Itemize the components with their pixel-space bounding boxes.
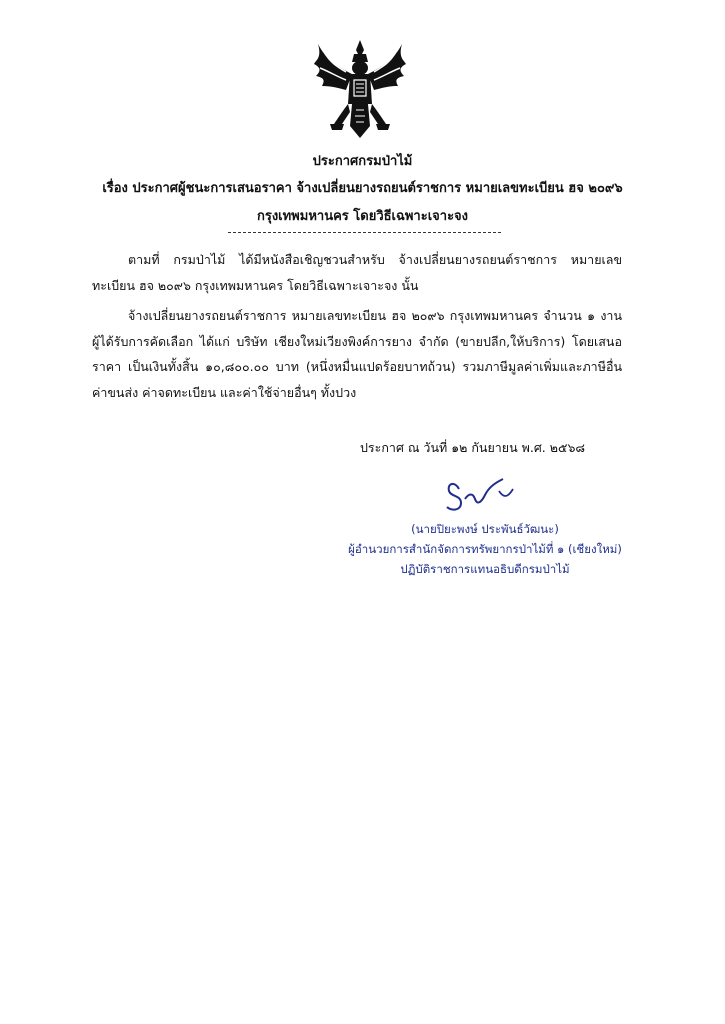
body-paragraph-2: จ้างเปลี่ยนยางรถยนต์ราชการ หมายเลขทะเบียน ฮจ ๒๐๙๖ กรุงเทพมหานคร จำนวน ๑ งาน ผู้ได้รับการคัดเลือก ได้แก่ บริษัท เชียงใหม่เวียงพิงค์การยาง จำกัด (ขายปลีก,ให้บริการ) โดยเสนอราคา เป็นเงินทั้งสิ้น ๑๐,๘๐๐.๐๐ บาท (หนึ่งหมื่นแปดร้อยบาทถ้วน) รวมภาษีมูลค่าเพิ่มและภาษีอื่น ค่าขนส่ง ค่าจดทะเบียน และค่าใช้จ่ายอื่นๆ ทั้งปวง	[92, 308, 622, 400]
signer-name: (นายปิยะพงษ์ ประพันธ์วัฒนะ)	[411, 522, 559, 536]
garuda-emblem-icon	[312, 38, 408, 140]
signer-position: ผู้อำนวยการสำนักจัดการทรัพยากรป่าไม้ที่ ๑ (เชียงใหม่)	[348, 542, 622, 556]
header-divider	[228, 232, 501, 233]
body-paragraph-1: ตามที่ กรมป่าไม้ ได้มีหนังสือเชิญชวนสำหรับ จ้างเปลี่ยนยางรถยนต์ราชการ หมายเลขทะเบียน ฮจ ๒๐๙๖ กรุงเทพมหานคร โดยวิธีเฉพาะเจาะจง นั้น	[92, 252, 622, 293]
handwritten-signature-icon	[443, 475, 519, 515]
signer-acting-title: ปฏิบัติราชการแทนอธิบดีกรมป่าไม้	[400, 562, 570, 576]
announcement-date: ประกาศ ณ วันที่ ๑๒ กันยายน พ.ศ. ๒๕๖๘	[360, 440, 586, 455]
announcement-subject: เรื่อง ประกาศผู้ชนะการเสนอราคา จ้างเปลี่ยนยางรถยนต์ราชการ หมายเลขทะเบียน ฮจ ๒๐๙๖	[102, 181, 623, 196]
announcement-subject-line2: กรุงเทพมหานคร โดยวิธีเฉพาะเจาะจง	[256, 209, 469, 224]
agency-title: ประกาศกรมป่าไม้	[312, 154, 413, 169]
